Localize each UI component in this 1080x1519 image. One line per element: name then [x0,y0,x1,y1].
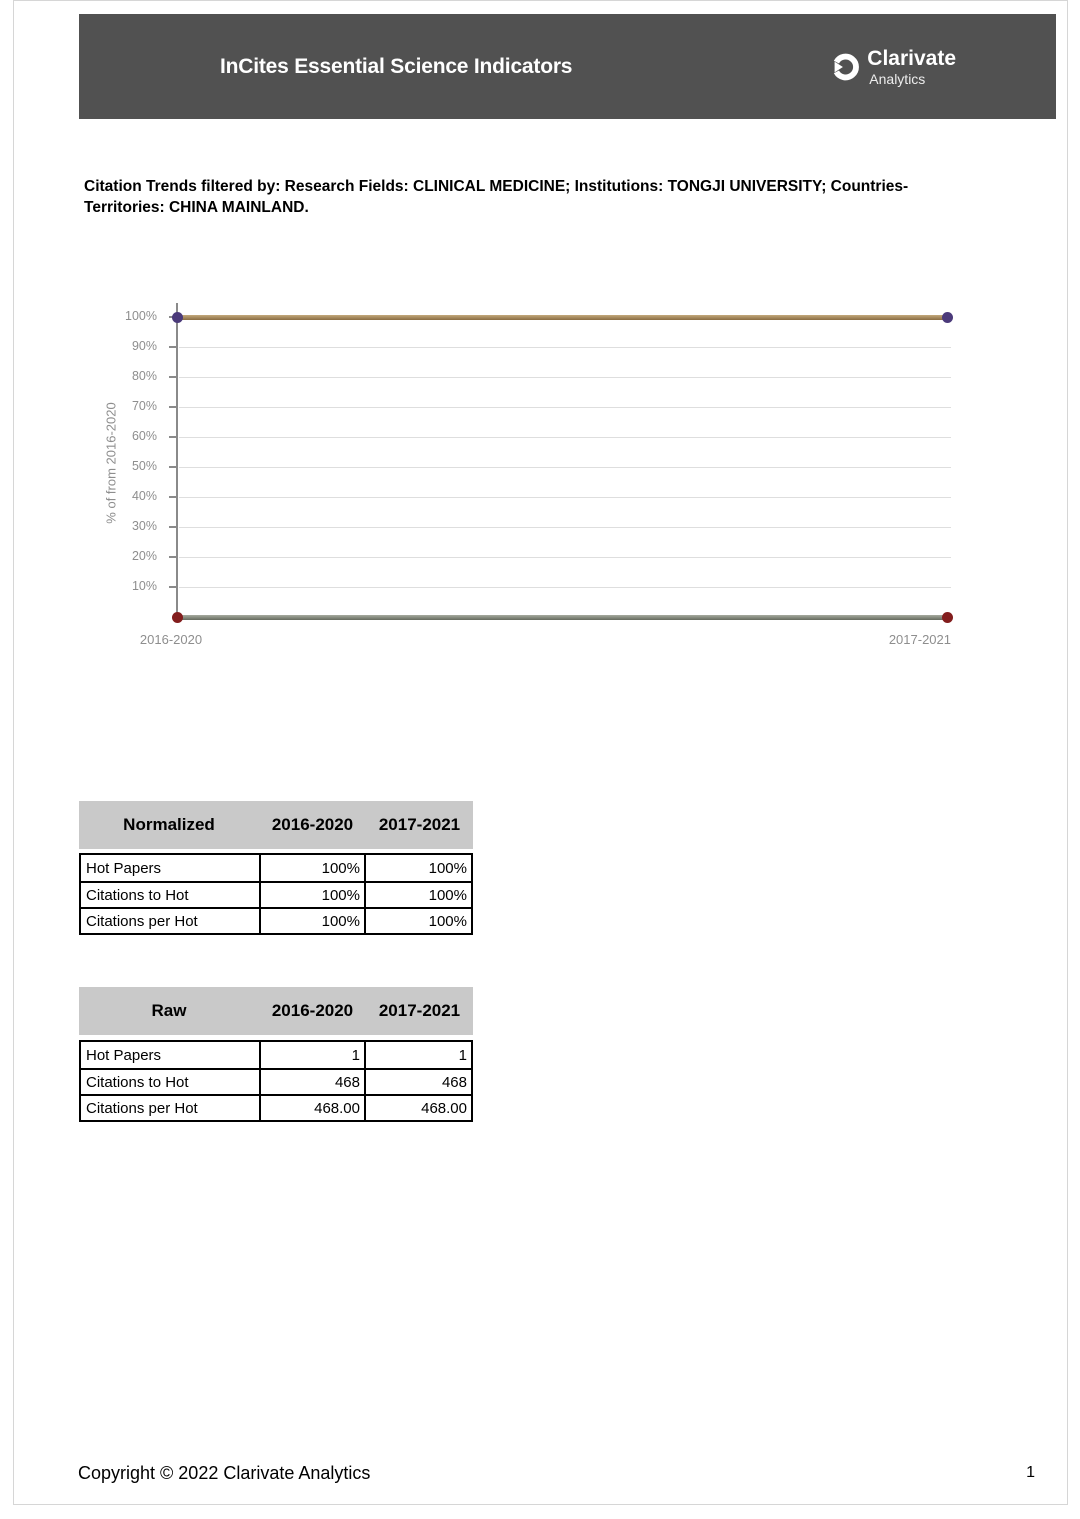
y-tick-mark [169,466,178,468]
y-tick-label: 90% [131,339,157,353]
table-title: Normalized [123,815,215,834]
row-label: Hot Papers [86,1046,162,1064]
table-row [81,907,471,933]
row-label: Hot Papers [86,859,162,877]
cell-value: 1 [364,1042,471,1068]
normalized-table-header [79,801,473,849]
data-point-marker [172,312,183,323]
y-tick-mark [169,406,178,408]
x-tick-label: 2016-2020 [139,632,203,647]
column-header: 2016-2020 [271,815,354,834]
y-tick-mark [169,586,178,588]
logo-subtitle: Analytics [869,70,926,87]
y-tick-label: 30% [131,519,157,533]
gridline [179,557,951,558]
app-title: InCites Essential Science Indicators [220,54,573,78]
cell-value: 468 [259,1070,364,1094]
cell-value: 100% [259,855,364,881]
y-tick-label: 60% [131,429,157,443]
logo-name: Clarivate [867,46,956,70]
gridline [179,467,951,468]
y-tick-mark [169,376,178,378]
cell-value: 100% [259,883,364,907]
y-tick-mark [169,496,178,498]
citation-trends-chart [14,1,1080,1519]
table-row [81,855,471,881]
cell-value: 468.00 [364,1096,471,1120]
cell-value: 468 [364,1070,471,1094]
cell-value: 100% [259,909,364,933]
gridline [179,527,951,528]
copyright-text: Copyright © 2022 Clarivate Analytics [78,1463,371,1483]
y-tick-label: 80% [131,369,157,383]
gridline [179,497,951,498]
data-point-marker [942,312,953,323]
table-row [81,881,471,907]
cell-value: 1 [259,1042,364,1068]
gridline [179,377,951,378]
gridline [179,587,951,588]
table-title: Raw [151,1001,187,1020]
raw-table [79,1040,473,1122]
y-axis-line [176,303,178,622]
gridline [179,347,951,348]
cell-value: 100% [364,855,471,881]
y-tick-label: 40% [131,489,157,503]
gridline [179,437,951,438]
row-label: Citations to Hot [86,886,189,904]
y-tick-label: 10% [131,579,157,593]
report-page [13,0,1068,1505]
x-tick-label: 2017-2021 [888,632,951,647]
row-label: Citations to Hot [86,1073,189,1091]
y-tick-label: 100% [125,309,157,323]
column-header: 2017-2021 [378,1001,461,1020]
table-row [81,1068,471,1094]
gridline [179,407,951,408]
filter-description: Citation Trends filtered by: Research Fields: CLINICAL MEDICINE; Institutions: TONGJI UNIVERSITY; Countries-Territories: CHINA MAINLAND. [84,178,909,216]
cell-value: 468.00 [259,1096,364,1120]
y-tick-mark [169,556,178,558]
y-tick-mark [169,436,178,438]
data-point-marker [172,612,183,623]
y-axis-title: % of from 2016-2020 [103,402,119,524]
y-tick-label: 20% [131,549,157,563]
y-tick-mark [169,346,178,348]
y-tick-label: 50% [131,459,157,473]
row-label: Citations per Hot [86,912,198,930]
raw-table-header [79,987,473,1035]
series-line-baseline-trend-0pct [177,615,947,620]
series-line-normalized-trend-100pct [177,315,947,320]
column-header: 2017-2021 [378,815,461,834]
table-row [81,1094,471,1120]
cell-value: 100% [364,909,471,933]
y-tick-label: 70% [131,399,157,413]
page-number: 1 [1026,1464,1035,1481]
cell-value: 100% [364,883,471,907]
normalized-table [79,853,473,935]
y-tick-mark [169,526,178,528]
row-label: Citations per Hot [86,1099,198,1117]
column-header: 2016-2020 [271,1001,354,1020]
data-point-marker [942,612,953,623]
table-row [81,1042,471,1068]
